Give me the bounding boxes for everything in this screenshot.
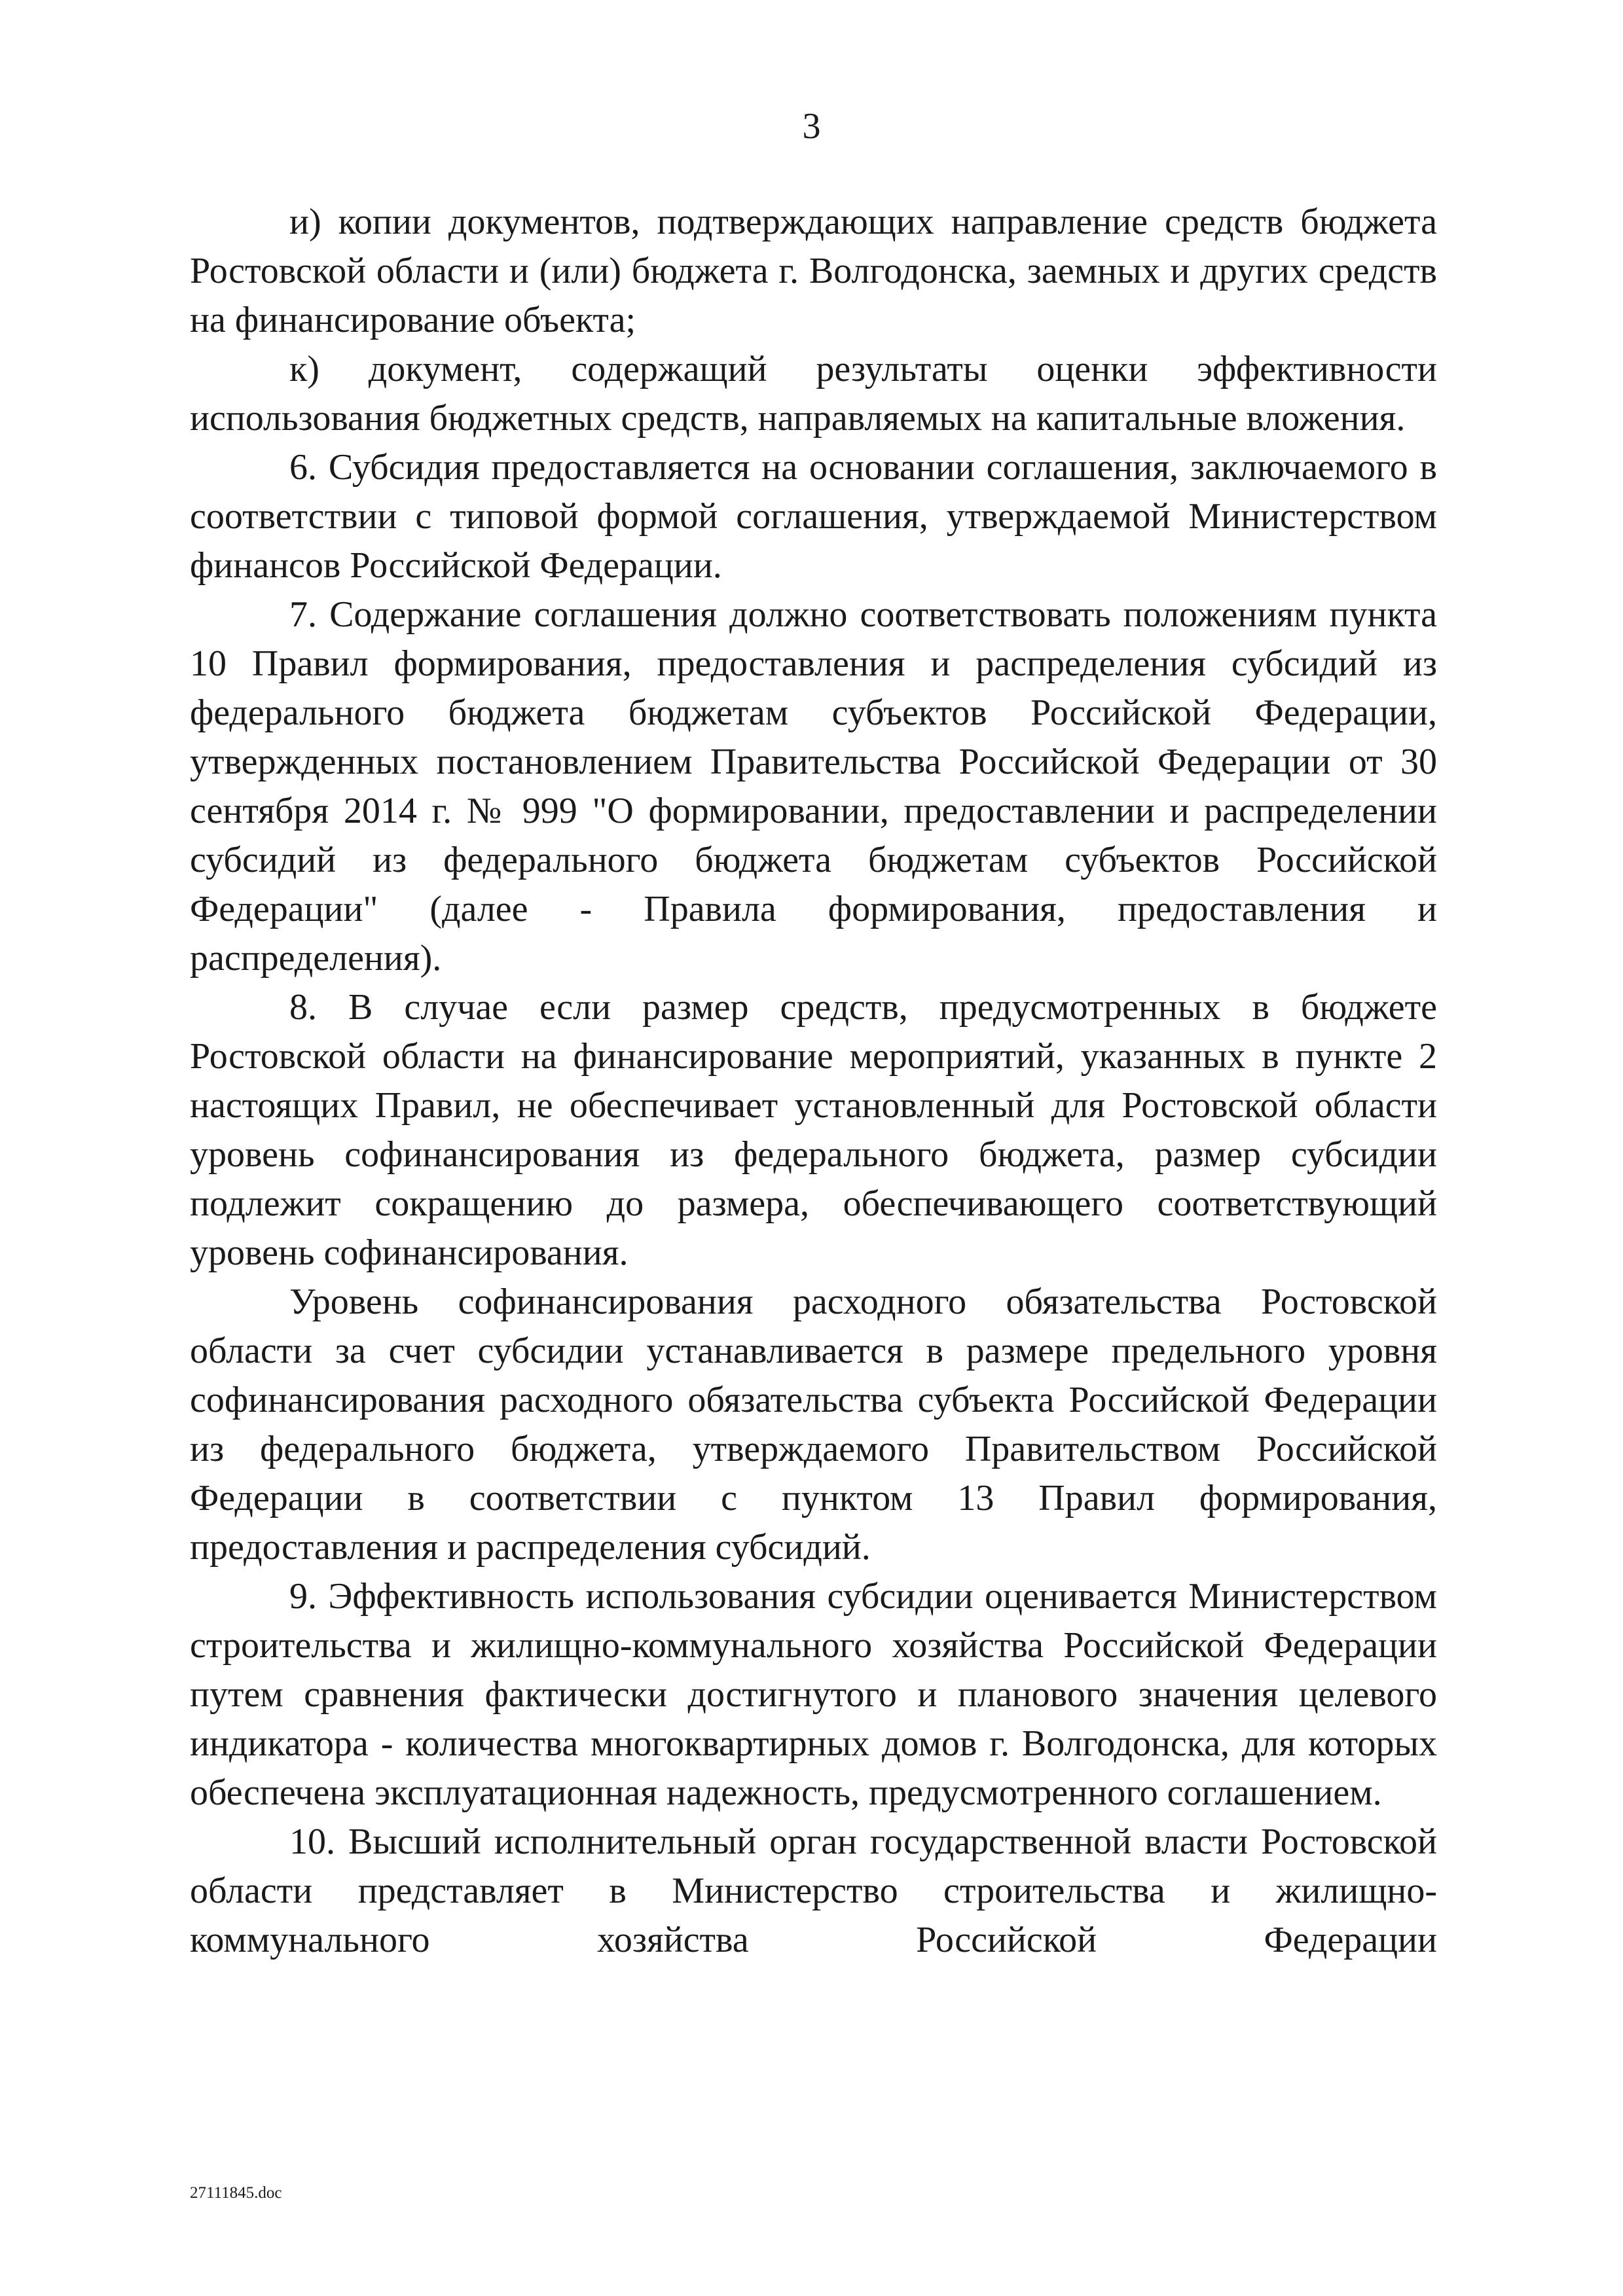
footer-filename: 27111845.doc [190, 2184, 282, 2202]
page-number: 3 [802, 106, 821, 147]
paragraph-i-copies: и) копии документов, подтверждающих направление средств бюджета Ростовской области и (или) бюджета г. Волгодонска, заемных и других средств на финансирование объекта; [190, 202, 1437, 340]
paragraph-7-agreement-content: 7. Содержание соглашения должно соответствовать положениям пункта 10 Правил формирования, предоставления и распределения субсидий из федерального бюджета бюджетам субъектов Российской Федерации, утвержденных постановлением Правительства Российской Федерации от 30 сентября 2014 г. № 999 "О формировании, предоставлении и распределении субсидий из федерального бюджета бюджетам субъектов Российской Федерации" (далее - Правила формирования, предоставления и распределения). [190, 594, 1437, 978]
paragraph-10-executive-body: 10. Высший исполнительный орган государственной власти Ростовской области представляет в Министерство строительства и жилищно-коммунального хозяйства Российской Федерации [190, 1821, 1437, 1960]
paragraph-6-subsidy: 6. Субсидия предоставляется на основании соглашения, заключаемого в соответствии с типовой формой соглашения, утверждаемой Министерством финансов Российской Федерации. [190, 447, 1437, 586]
paragraph-k-document: к) документ, содержащий результаты оценки эффективности использования бюджетных средств, направляемых на капитальные вложения. [190, 349, 1437, 439]
document-body [190, 198, 1437, 1965]
paragraph-cofinancing-level: Уровень софинансирования расходного обязательства Ростовской области за счет субсидии устанавливается в размере предельного уровня софинансирования расходного обязательства субъекта Российской Федерации из федерального бюджета, утверждаемого Правительством Российской Федерации в соответствии с пунктом 13 Правил формирования, предоставления и распределения субсидий. [190, 1282, 1437, 1568]
paragraph-8-budget-size: 8. В случае если размер средств, предусмотренных в бюджете Ростовской области на финансирование мероприятий, указанных в пункте 2 настоящих Правил, не обеспечивает установленный для Ростовской области уровень софинансирования из федерального бюджета, размер субсидии подлежит сокращению до размера, обеспечивающего соответствующий уровень софинансирования. [190, 987, 1437, 1273]
paragraph-9-efficiency: 9. Эффективность использования субсидии оценивается Министерством строительства и жилищно-коммунального хозяйства Российской Федерации путем сравнения фактически достигнутого и планового значения целевого индикатора - количества многоквартирных домов г. Волгодонска, для которых обеспечена эксплуатационная надежность, предусмотренного соглашением. [190, 1576, 1437, 1813]
